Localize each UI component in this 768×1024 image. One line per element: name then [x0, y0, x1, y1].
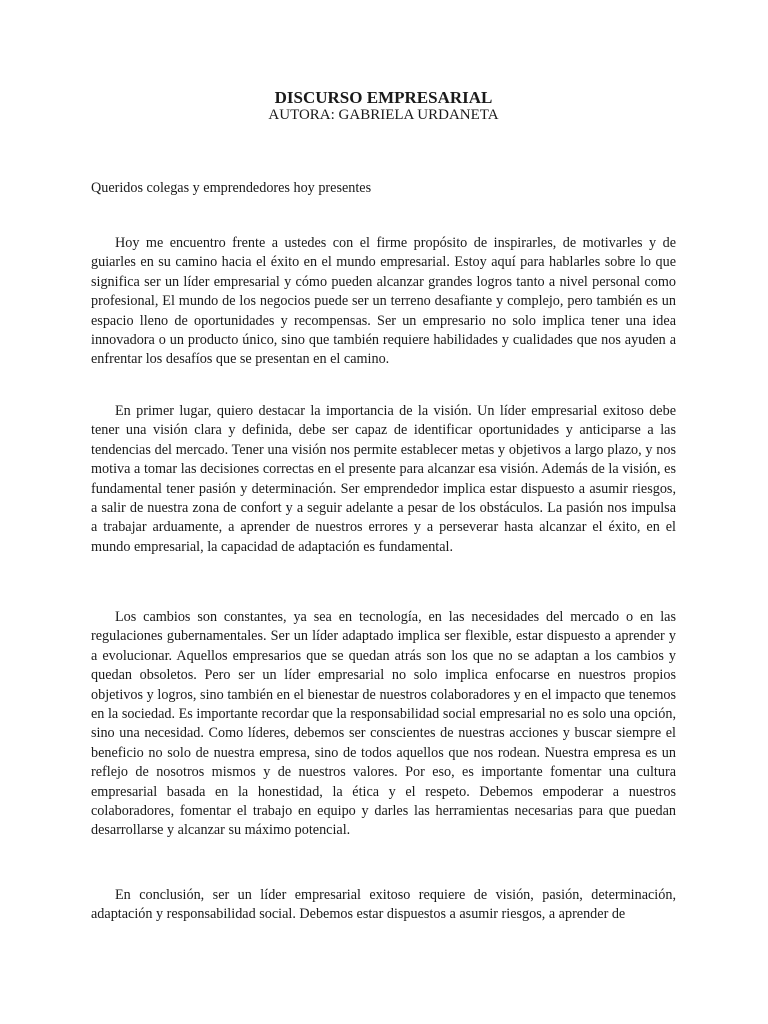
- paragraph-vision: En primer lugar, quiero destacar la importancia de la visión. Un líder empresarial exitoso debe tener una visión clara y definida, debe ser capaz de identificar oportunidades y anticiparse a las tendencias del mercado. Tener una visión nos permite establecer metas y objetivos a largo plazo, y nos motiva a tomar las decisiones correctas en el presente para alcanzar esa visión. Además de la visión, es fundamental tener pasión y determinación. Ser emprendedor implica estar dispuesto a asumir riesgos, a salir de nuestra zona de confort y a seguir adelante a pesar de los obstáculos. La pasión nos impulsa a trabajar arduamente, a aprender de nuestros errores y a perseverar hasta alcanzar el éxito, en el mundo empresarial, la capacidad de adaptación es fundamental.: [91, 403, 676, 555]
- paragraph-conclusion: En conclusión, ser un líder empresarial exitoso requiere de visión, pasión, determinación, adaptación y responsabilidad social. Debemos estar dispuestos a asumir riesgos, a aprender de: [91, 887, 676, 923]
- paragraph-intro: Hoy me encuentro frente a ustedes con el firme propósito de inspirarles, de motivarles y de guiarles en su camino hacia el éxito en el mundo empresarial. Estoy aquí para hablarles sobre lo que significa ser un líder empresarial y cómo pueden alcanzar grandes logros tanto a nivel personal como profesional, El mundo de los negocios puede ser un terreno desafiante y complejo, pero también es un espacio lleno de oportunidades y recompensas. Ser un empresario no solo implica tener una idea innovadora o un producto único, sino que también requiere habilidades y cualidades que nos ayuden a enfrentar los desafíos que se presentan en el camino.: [91, 235, 676, 368]
- greeting-line: Queridos colegas y emprendedores hoy presentes: [91, 180, 372, 196]
- document-author: AUTORA: GABRIELA URDANETA: [268, 107, 499, 123]
- document-title: DISCURSO EMPRESARIAL: [274, 88, 493, 107]
- paragraph-adaptation: Los cambios son constantes, ya sea en tecnología, en las necesidades del mercado o en las regulaciones gubernamentales. Ser un líder adaptado implica ser flexible, estar dispuesto a aprender y a evolucionar. Aquellos empresarios que se quedan atrás son los que no se adaptan a los cambios y quedan obsoletos. Pero ser un líder empresarial no solo implica enfocarse en nuestros propios objetivos y logros, sino también en el bienestar de nuestros colaboradores y en el impacto que tenemos en la sociedad. Es importante recordar que la responsabilidad social empresarial no es solo una opción, sino una necesidad. Como líderes, debemos ser conscientes de nuestras acciones y buscar siempre el beneficio no solo de nuestra empresa, sino de todos aquellos que nos rodean. Nuestra empresa es un reflejo de nosotros mismos y de nuestros valores. Por eso, es importante fomentar una cultura empresarial basada en la honestidad, la ética y el respeto. Debemos empoderar a nuestros colaboradores, fomentar el trabajo en equipo y darles las herramientas necesarias para que puedan desarrollarse y alcanzar su máximo potencial.: [91, 609, 676, 839]
